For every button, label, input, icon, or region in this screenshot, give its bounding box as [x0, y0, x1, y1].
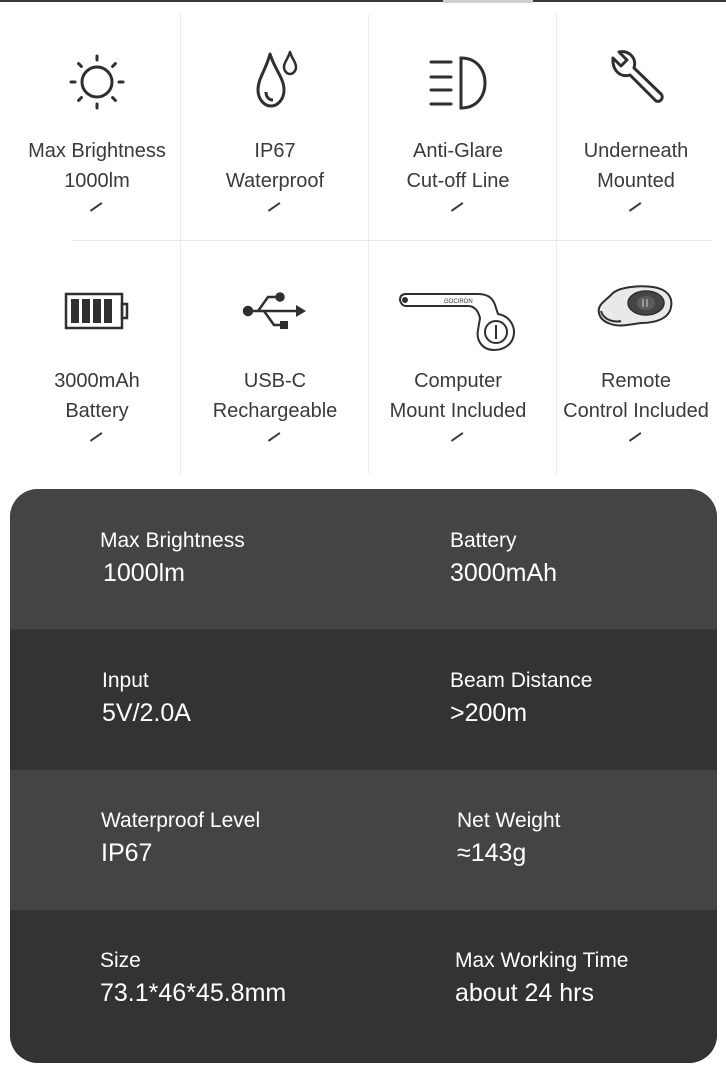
feature-remote-control: [541, 240, 726, 465]
spec-value: 5V/2.0A: [102, 699, 191, 727]
feature-max-brightness: [2, 10, 192, 235]
mount-brand-text: GOCIRON: [444, 299, 473, 305]
remote-control-icon: [541, 276, 726, 346]
feature-label: 3000mAh Battery: [54, 370, 140, 422]
sun-icon: [2, 46, 192, 116]
feature-grid: [0, 10, 726, 475]
slash-mark: [268, 202, 280, 211]
feature-label: Max Brightness 1000lm: [28, 140, 166, 192]
spec-row: [10, 910, 717, 1063]
spec-row: [10, 770, 717, 910]
spec-value: about 24 hrs: [455, 979, 594, 1007]
spec-value: 3000mAh: [450, 559, 558, 587]
wrench-icon: [541, 46, 726, 116]
usb-icon: [180, 276, 370, 346]
battery-icon: [2, 276, 192, 346]
specs-panel: [10, 489, 717, 1063]
slash-mark: [90, 432, 102, 441]
feature-battery: [2, 240, 192, 465]
spec-row: [10, 630, 717, 770]
computer-mount-icon: [363, 280, 553, 360]
spec-key: Input: [102, 669, 149, 692]
top-tab-marker: [443, 0, 533, 3]
feature-usb-c: [180, 240, 370, 465]
slash-mark: [451, 202, 463, 211]
spec-battery: [450, 528, 557, 590]
feature-computer-mount: [363, 240, 553, 465]
feature-label: Anti-Glare Cut-off Line: [406, 140, 510, 192]
slash-mark: [629, 432, 641, 441]
headlight-beam-icon: [363, 46, 553, 116]
spec-beam-distance: [450, 668, 592, 730]
spec-row: [10, 489, 717, 629]
slash-mark: [451, 432, 463, 441]
spec-net-weight: [457, 808, 561, 870]
spec-key: Battery: [450, 529, 517, 552]
feature-label: Underneath Mounted: [583, 140, 689, 192]
spec-value: IP67: [101, 839, 153, 867]
feature-label: USB-C Rechargeable: [212, 370, 338, 422]
spec-max-working-time: [455, 948, 629, 1010]
feature-underneath-mounted: [541, 10, 726, 235]
feature-label: IP67 Waterproof: [225, 140, 325, 192]
spec-size: [100, 948, 286, 1010]
spec-value: 73.1*46*45.8mm: [100, 979, 287, 1007]
water-drops-icon: [180, 46, 370, 116]
spec-max-brightness: [100, 528, 245, 590]
feature-anti-glare: [363, 10, 553, 235]
feature-label: Remote Control Included: [563, 370, 709, 422]
top-border: [0, 0, 726, 2]
spec-key: Max Working Time: [455, 949, 629, 972]
spec-waterproof-level: [101, 808, 260, 870]
spec-value: 1000lm: [103, 559, 185, 587]
spec-value: >200m: [450, 699, 528, 727]
spec-key: Waterproof Level: [101, 809, 261, 832]
slash-mark: [629, 202, 641, 211]
spec-input: [102, 668, 191, 730]
feature-waterproof: [180, 10, 370, 235]
spec-value: ≈143g: [457, 839, 527, 867]
slash-mark: [90, 202, 102, 211]
slash-mark: [268, 432, 280, 441]
spec-key: Max Brightness: [100, 529, 245, 552]
spec-key: Beam Distance: [450, 669, 593, 692]
feature-label: Computer Mount Included: [389, 370, 527, 422]
spec-key: Net Weight: [457, 809, 561, 832]
spec-key: Size: [100, 949, 141, 972]
